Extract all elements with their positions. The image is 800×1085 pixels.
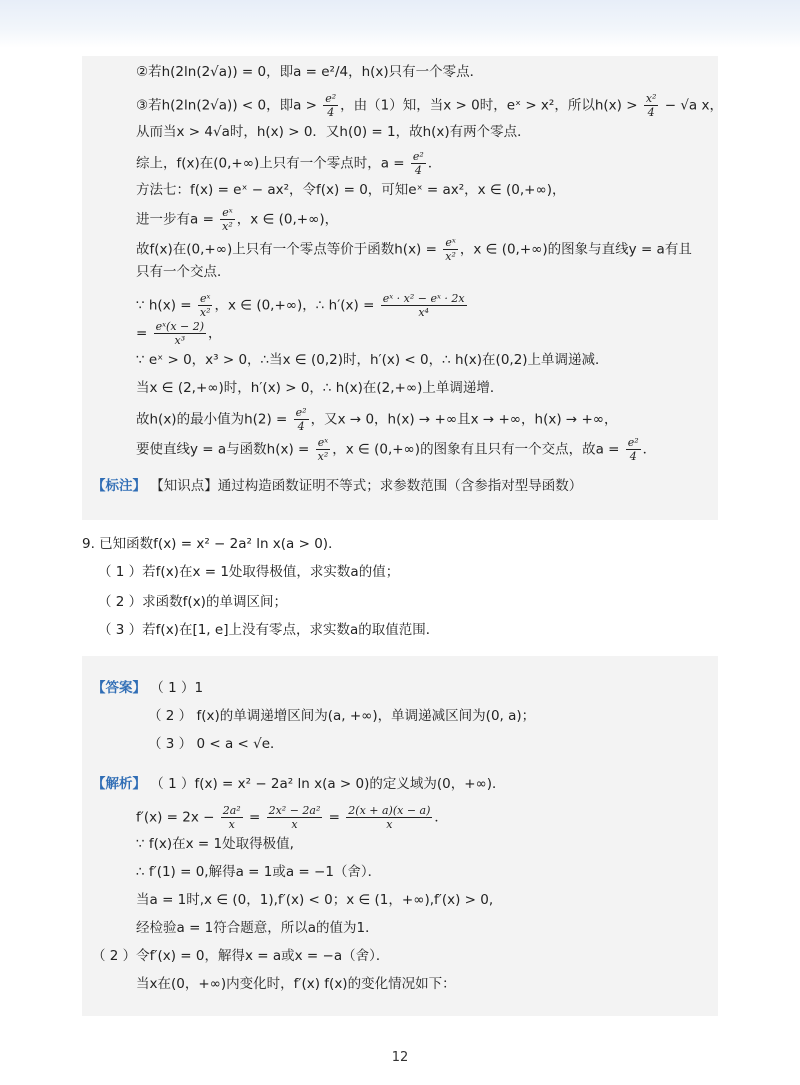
solution-line: ∵ h(x) = $\frac{\text{eˣ}}{\text{x²}}$ ，x ∈ (0,+∞)，∴ h′(x) = $\frac{\text{eˣ · x² − eˣ · 2x}}{\text{x⁴}}$ [136,292,465,319]
analysis-line: 当a = 1时,x ∈ (0，1),f′(x) < 0；x ∈ (1，+∞),f′(x) > 0, [136,892,494,908]
solution-line: 故h(x)的最小值为h(2) = $\frac{\text{e²}}{4}$ ，又x → 0，h(x) → +∞且x → +∞，h(x) → +∞， [136,406,618,433]
solution-line: 方法七：f(x) = eˣ − ax²，令f(x) = 0，可知eˣ = ax²，x ∈ (0,+∞)， [136,182,566,198]
solution-line: 故f(x)在(0,+∞)上只有一个零点等价于函数h(x) = $\frac{\text{eˣ}}{\text{x²}}$ ，x ∈ (0,+∞)的图象与直线y = a有且 [136,236,692,263]
annotation-text: 【知识点】通过构造函数证明不等式；求参数范围（含参指对型导函数） [150,478,583,494]
analysis-line: f′(x) = 2x − $\frac{\text{2a²}}{x}$ = $\frac{\text{2x² − 2a²}}{x}$ = $\frac{2(x + a)(x - a)}{x}$ ． [136,804,448,831]
solution-line: 进一步有a = $\frac{\text{eˣ}}{\text{x²}}$ ，x ∈ (0,+∞)， [136,206,339,233]
fraction: $\frac{\text{e²}}{4}$ [325,92,337,119]
solution-line: 只有一个交点． [136,264,231,280]
question-part: （ 2 ）求函数f(x)的单调区间； [98,594,287,610]
solution-line: 当x ∈ (2,+∞)时，h′(x) > 0，∴ h(x)在(2,+∞)上单调递增． [136,380,504,396]
analysis-line: 当x在(0，+∞)内变化时，f′(x) f(x)的变化情况如下： [136,976,456,992]
solution-line: 从而当x > 4√a时，h(x) > 0．又h(0) = 1，故h(x)有两个零点． [136,124,531,140]
fraction: $\frac{\text{eˣ}}{\text{x²}}$ [199,292,211,319]
annotation-tag: 【标注】 [92,478,146,494]
page-number: 12 [391,1050,409,1065]
question-part: （ 1 ）若f(x)在x = 1处取得极值，求实数a的值； [98,564,400,580]
solution-line: 综上，f(x)在(0,+∞)上只有一个零点时，a = $\frac{\text{e²}}{4}$ ． [136,150,442,177]
analysis-line: ∵ f(x)在x = 1处取得极值, [136,836,294,852]
fraction: $\frac{\text{e²}}{4}$ [412,150,424,177]
fraction: $\frac{2(x + a)(x - a)}{x}$ [348,804,431,831]
solution-line: 要使直线y = a与函数h(x) = $\frac{\text{eˣ}}{\text{x²}}$ ，x ∈ (0,+∞)的图象有且只有一个交点，故a = $\frac{\text{e²}}{4}$ ． [136,436,657,463]
fraction: $\frac{\text{eˣ}}{\text{x²}}$ [445,236,456,263]
fraction: $\frac{\text{eˣ}}{\text{x²}}$ [317,436,329,463]
solution-line: ∵ eˣ > 0，x³ > 0，∴当x ∈ (0,2)时，h′(x) < 0，∴ h(x)在(0,2)上单调递减． [136,352,609,368]
question-part: （ 3 ）若f(x)在[1, e]上没有零点，求实数a的取值范围． [98,622,440,638]
analysis-line: 【解析】 （ 1 ）f(x) = x² − 2a² ln x(a > 0)的定义域为(0，+∞)． [92,776,506,792]
solution-line: ②若h(2ln(2√a)) = 0，即a = e²/4，h(x)只有一个零点． [136,64,484,80]
header-wash [0,0,800,48]
answer-line: 【答案】 （ 1 ）1 [92,680,204,696]
answer-tag: 【答案】 [92,680,146,696]
fraction: $\frac{\text{e²}}{4}$ [627,436,639,463]
answer-line: （ 3 ） 0 < a < √e． [148,736,284,752]
fraction: $\frac{\text{x²}}{4}$ [645,92,657,119]
analysis-line: （ 2 ）令f′(x) = 0，解得x = a或x = −a（舍）． [92,948,390,964]
question-stem: 9. 已知函数f(x) = x² − 2a² ln x(a > 0)． [82,536,342,552]
annotation-line [92,476,582,496]
answer-line: （ 2 ） f(x)的单调递增区间为(a, +∞)，单调递减区间为(0, a)； [148,708,536,724]
analysis-tag: 【解析】 [92,776,146,792]
fraction: $\frac{\text{2x² − 2a²}}{x}$ [268,804,321,831]
analysis-line: ∴ f′(1) = 0,解得a = 1或a = −1（舍）． [136,864,382,880]
solution-line: ③若h(2ln(2√a)) < 0，即a > $\frac{\text{e²}}{4}$ ，由（1）知，当x > 0时，eˣ > x²，所以h(x) > $\frac{\text{x²}}{4}$ − √a x， [136,92,723,119]
fraction: $\frac{\text{eˣ(x − 2)}}{\text{x³}}$ [155,320,205,347]
fraction: $\frac{\text{2a²}}{x}$ [222,804,241,831]
fraction: $\frac{\text{e²}}{4}$ [295,406,307,433]
fraction: $\frac{\text{eˣ · x² − eˣ · 2x}}{\text{x⁴}}$ [382,292,465,319]
solution-line: = $\frac{\text{eˣ(x − 2)}}{\text{x³}}$ ， [136,320,222,347]
fraction: $\frac{\text{eˣ}}{\text{x²}}$ [222,206,233,233]
analysis-line: 经检验a = 1符合题意，所以a的值为1． [136,920,379,936]
